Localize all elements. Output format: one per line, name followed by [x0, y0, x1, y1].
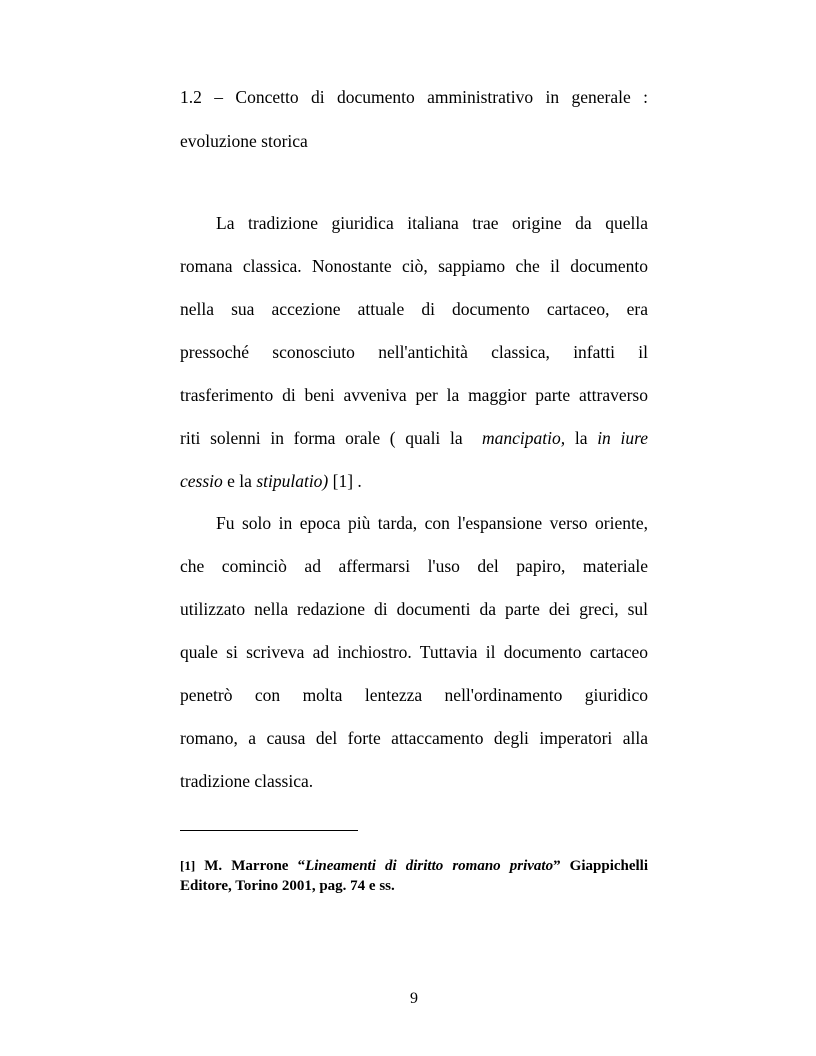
paragraph-1 [180, 202, 648, 503]
footnote-author: M. Marrone [204, 858, 289, 874]
footnote-line-2: Editore, Torino 2001, pag. 74 e ss. [180, 878, 395, 894]
latin-term-cessio: cessio [180, 471, 223, 491]
open-quote: “ [297, 858, 306, 874]
paragraph-2-line-2: che cominciò ad affermarsi l'uso del papiro, materiale [180, 556, 648, 576]
footnote [180, 856, 648, 896]
section-heading [180, 75, 648, 163]
paragraph-1-line-7 [180, 460, 648, 503]
text-run: riti solenni in forma orale ( quali la [180, 428, 463, 448]
heading-line-1: 1.2 – Concetto di documento amministrativo in generale : [180, 87, 648, 107]
footnote-separator [180, 830, 358, 831]
paragraph-1-line-3: nella sua accezione attuale di documento cartaceo, era [180, 299, 648, 319]
paragraph-1-line-1: La tradizione giuridica italiana trae origine da quella [216, 213, 648, 233]
text-run: la [574, 428, 588, 448]
page-number: 9 [410, 990, 418, 1007]
paragraph-2-line-4: quale si scriveva ad inchiostro. Tuttavia il documento cartaceo [180, 642, 648, 662]
paragraph-2-line-3: utilizzato nella redazione di documenti da parte dei greci, sul [180, 599, 648, 619]
heading-line-2: evoluzione storica [180, 131, 308, 151]
footnote-publisher: Giappichelli [569, 858, 649, 874]
footnote-line-1 [180, 856, 648, 876]
latin-term-stipulatio: stipulatio) [256, 471, 329, 491]
paragraph-1-line-6 [180, 417, 648, 460]
close-quote: ” [553, 858, 561, 874]
footnote-ref-number: [1] [180, 858, 196, 873]
text-run: e la [227, 471, 252, 491]
paragraph-1-line-5: trasferimento di beni avveniva per la maggior parte attraverso [180, 385, 648, 405]
paragraph-2-line-7: tradizione classica. [180, 771, 314, 791]
paragraph-2 [180, 502, 648, 803]
paragraph-2-line-1: Fu solo in epoca più tarda, con l'espansione verso oriente, [216, 513, 648, 533]
paragraph-1-line-2: romana classica. Nonostante ciò, sappiamo che il documento [180, 256, 648, 276]
paragraph-2-line-5: penetrò con molta lentezza nell'ordinamento giuridico [180, 685, 648, 705]
footnote-title: Lineamenti di diritto romano privato [305, 858, 554, 874]
footnote-title-wrap [298, 858, 561, 874]
paragraph-1-line-4: pressoché sconosciuto nell'antichità classica, infatti il [180, 342, 648, 362]
footnote-reference: [1] . [332, 471, 362, 491]
latin-term-mancipatio: mancipatio, [482, 428, 566, 448]
latin-term-in-iure: in iure [597, 428, 649, 448]
paragraph-2-line-6: romano, a causa del forte attaccamento degli imperatori alla [180, 728, 648, 748]
